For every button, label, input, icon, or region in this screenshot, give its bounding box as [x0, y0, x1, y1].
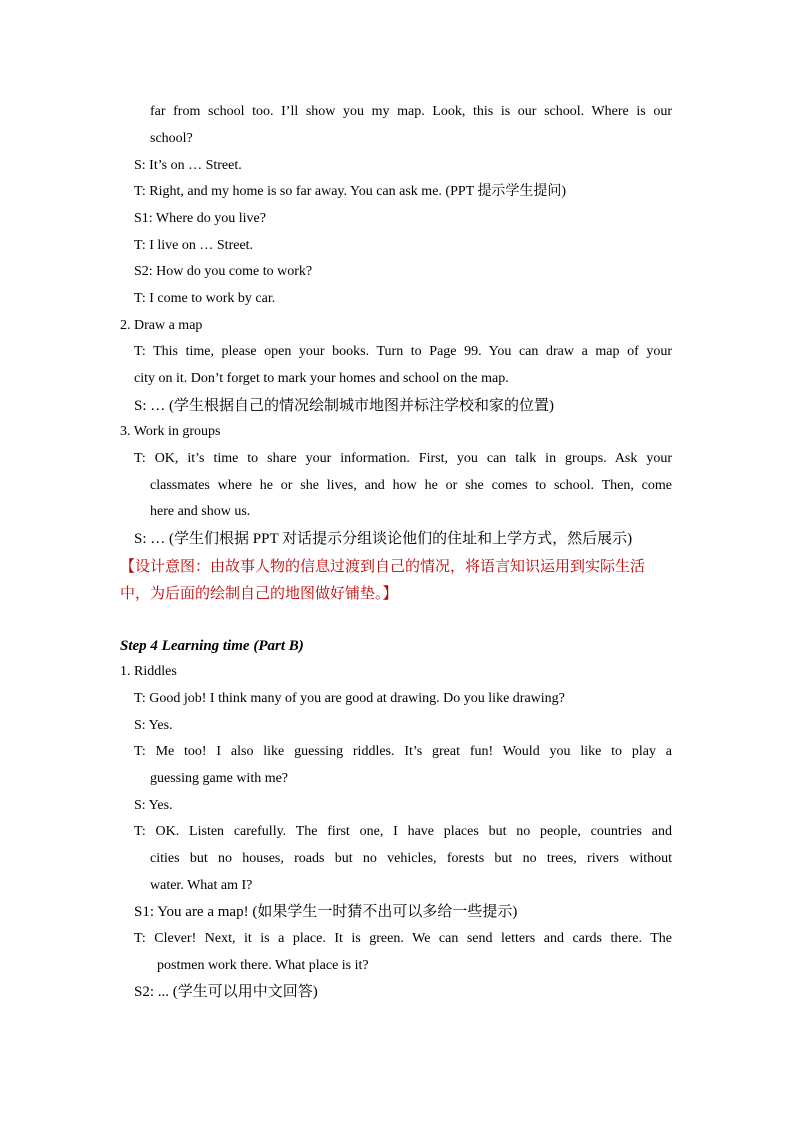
text-line: S: Yes. [134, 718, 173, 733]
text-line: S2: ... (学生可以用中文回答) [134, 984, 318, 1000]
text-line: S: Yes. [134, 798, 173, 813]
design-intent-note: 中，为后面的绘制自己的地图做好铺垫。】 [120, 584, 398, 602]
text-line: guessing game with me? [150, 771, 289, 786]
text-line: T: Good job! I think many of you are good at drawing. Do you like drawing? [134, 691, 565, 706]
text-line: T: OK. Listen carefully. The first one, I have places but no people, countries and [134, 824, 672, 839]
text-line: S: It’s on … Street. [134, 158, 242, 173]
section-heading: 3. Work in groups [120, 424, 221, 439]
text-line: city on it. Don’t forget to mark your homes and school on the map. [134, 371, 509, 386]
text-line: T: Right, and my home is so far away. You can ask me. (PPT 提示学生提问) [134, 184, 567, 199]
step-heading: Step 4 Learning time (Part B) [120, 638, 304, 654]
text-line: T: I come to work by car. [134, 291, 276, 306]
text-line: S1: You are a map! (如果学生一时猜不出可以多给一些提示) [134, 904, 518, 920]
text-line: S2: How do you come to work? [134, 264, 313, 279]
text-line: T: Me too! I also like guessing riddles. It’s great fun! Would you like to play a [134, 744, 672, 759]
text-line: S1: Where do you live? [134, 211, 266, 226]
text-line: T: I live on … Street. [134, 238, 254, 253]
text-line: far from school too. I’ll show you my map. Look, this is our school. Where is our [150, 104, 672, 119]
text-line: S: … (学生根据自己的情况绘制城市地图并标注学校和家的位置) [134, 398, 555, 414]
section-heading: 1. Riddles [120, 664, 177, 679]
text-line: S: … (学生们根据 PPT 对话提示分组谈论他们的住址和上学方式，然后展示) [134, 531, 633, 547]
text-line: T: Clever! Next, it is a place. It is green. We can send letters and cards there. The [134, 931, 672, 946]
text-line: here and show us. [150, 504, 251, 519]
text-line: T: This time, please open your books. Turn to Page 99. You can draw a map of your [134, 344, 672, 359]
design-intent-note: 【设计意图：由故事人物的信息过渡到自己的情况，将语言知识运用到实际生活 [120, 557, 646, 575]
text-line: cities but no houses, roads but no vehicles, forests but no trees, rivers without [150, 851, 672, 866]
text-line: school? [150, 131, 193, 146]
text-line: postmen work there. What place is it? [157, 958, 369, 973]
section-heading: 2. Draw a map [120, 318, 203, 333]
text-line: water. What am I? [150, 878, 253, 893]
text-line: T: OK, it’s time to share your information. First, you can talk in groups. Ask your [134, 451, 672, 466]
text-line: classmates where he or she lives, and how he or she comes to school. Then, come [150, 478, 672, 493]
